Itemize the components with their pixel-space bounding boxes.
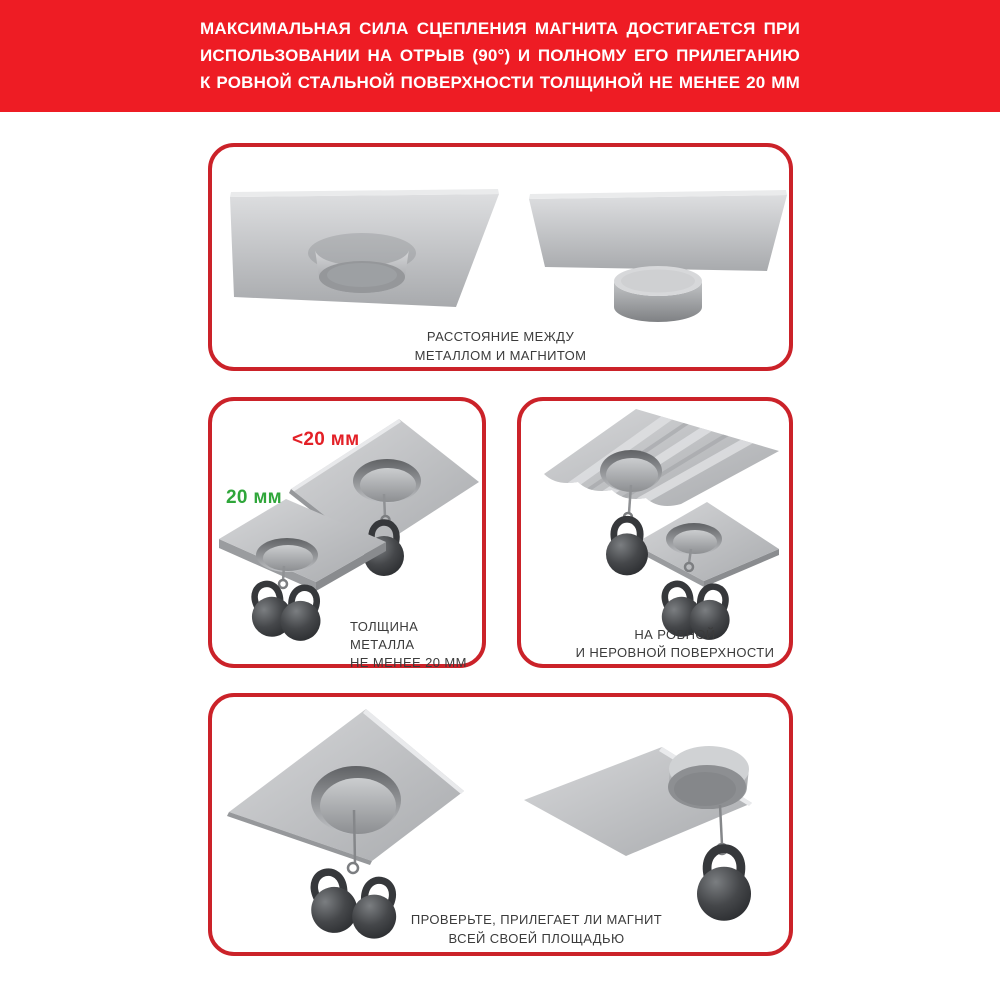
metal-plate	[529, 190, 787, 271]
header-banner	[0, 0, 1000, 112]
header-line: К РОВНОЙ СТАЛЬНОЙ ПОВЕРХНОСТИ ТОЛЩИНОЙ НЕ МЕНЕЕ 20 ММ	[200, 73, 800, 92]
kettlebell	[277, 584, 326, 644]
magnet-full-contact	[311, 766, 401, 834]
header-line: ИСПОЛЬЗОВАНИИ НА ОТРЫВ (90°) И ПОЛНОМУ ЕГО ПРИЛЕГАНИЮ	[200, 46, 800, 65]
label-thin-metal: <20 мм	[292, 429, 360, 450]
caption-line: ТОЛЩИНА	[350, 619, 419, 634]
caption-line: МЕТАЛЛА	[350, 637, 415, 652]
magnet-recessed	[666, 523, 722, 555]
header-line: МАКСИМАЛЬНАЯ СИЛА СЦЕПЛЕНИЯ МАГНИТА ДОСТИГАЕТСЯ ПРИ	[200, 19, 800, 38]
surface-illustration	[521, 401, 789, 664]
magnet-detached	[614, 266, 702, 322]
caption-line: И НЕРОВНОЙ ПОВЕРХНОСТИ	[575, 645, 775, 660]
caption-contact	[248, 910, 825, 948]
panel-distance	[208, 143, 793, 371]
caption-distance	[212, 327, 789, 365]
magnet-edge-overhang	[668, 746, 749, 809]
magnet-attached	[308, 233, 416, 293]
panel-thickness	[208, 397, 486, 668]
caption-line: НА РОВНОЙ	[634, 627, 716, 642]
caption-line: ВСЕЙ СВОЕЙ ПЛОЩАДЬЮ	[448, 931, 625, 946]
magnet-recessed	[256, 538, 318, 572]
magnet-recessed	[353, 459, 421, 503]
caption-line: РАССТОЯНИЕ МЕЖДУ	[426, 329, 575, 344]
caption-line: НЕ МЕНЕЕ 20 ММ	[350, 655, 467, 670]
caption-line: ПРОВЕРЬТЕ, ПРИЛЕГАЕТ ЛИ МАГНИТ	[410, 912, 663, 927]
kettlebell	[606, 519, 648, 575]
caption-surface	[541, 626, 809, 662]
label-thick-metal: 20 мм	[226, 487, 283, 508]
panel-surface	[517, 397, 793, 668]
panel-contact	[208, 693, 793, 956]
caption-thickness	[350, 618, 467, 672]
header-text	[200, 0, 800, 96]
corrugated-plate	[544, 409, 779, 506]
caption-line: МЕТАЛЛОМ И МАГНИТОМ	[414, 348, 587, 363]
